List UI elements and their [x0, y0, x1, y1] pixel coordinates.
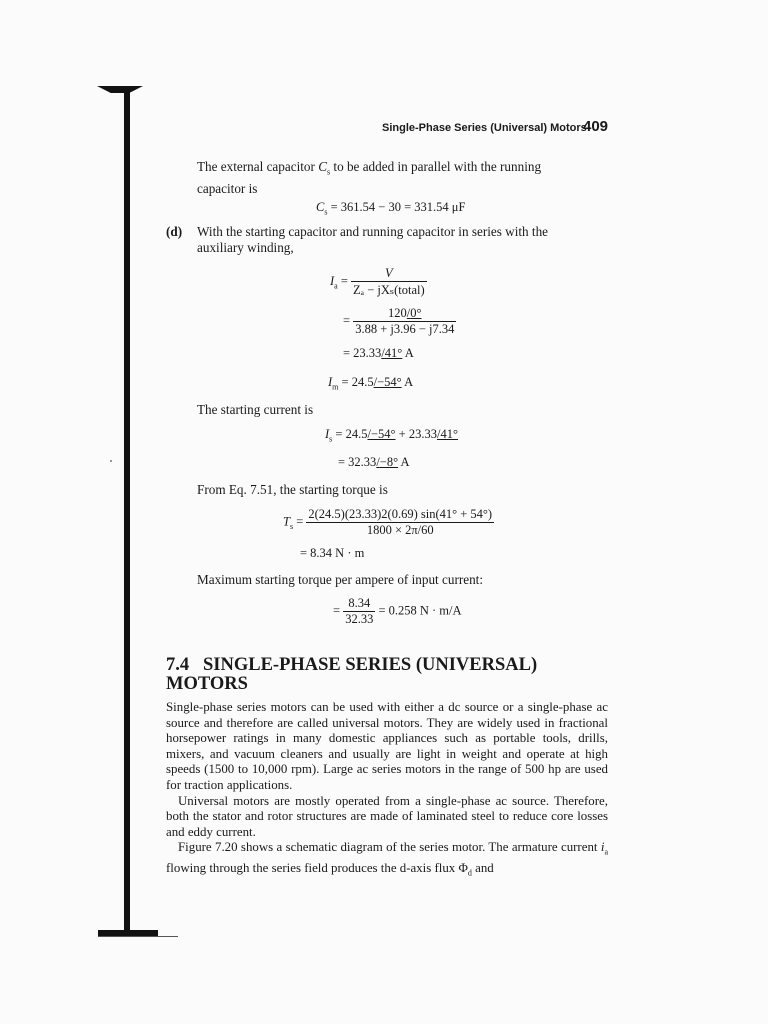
- page-number: 409: [583, 118, 609, 135]
- equation-ia-step2: = $\frac{120/ 0^\circ}{3.88 + j3.96 - j7.34}$: [343, 306, 456, 337]
- scan-speck: [110, 460, 112, 462]
- equation-max: = $\frac{8.34}{32.33}$ = 0.258 N · m/A: [333, 596, 462, 626]
- max-torque-text: Maximum starting torque per ampere of input current:: [197, 572, 484, 587]
- equation-ts-result: = 8.34 N · m: [300, 546, 365, 560]
- fraction: $\frac{V}{\text{Zₐ − jXₛ(total)}}$: [353, 266, 425, 297]
- starting-current-text: The starting current is: [197, 402, 314, 417]
- binding-edge-top: [97, 86, 143, 93]
- equation-ia: $I_a$ = $\frac{V}{\text{Zₐ − jXₛ(total)}}$: [330, 266, 425, 297]
- paragraph: Figure 7.20 shows a schematic diagram of the series motor. The armature current $i_a$ flowing through the series field produces the d-axis flux $\Phi_d$ and: [166, 840, 608, 878]
- section-heading: 7.4 SINGLE-PHASE SERIES (UNIVERSAL) MOTORS: [166, 655, 538, 694]
- fraction: $\frac{8.34}{32.33}$: [345, 596, 374, 626]
- binding-edge-rule: [98, 936, 178, 937]
- part-d-text: With the starting capacitor and running capacitor in series with the auxiliary winding,: [197, 224, 549, 255]
- part-label: (d): [166, 224, 183, 239]
- equation-ia-result: = 23.33/ 41° A: [343, 346, 414, 361]
- fraction: $\frac{2(24.5)(23.33)2(0.69) \sin(41^\circ + 54^\circ)}{1800 \times 2\pi/60}$: [308, 507, 493, 537]
- equation-ts: $T_s$ = $\frac{2(24.5)(23.33)2(0.69) \sin(41^\circ + 54^\circ)}{1800 \times 2\pi/60}$: [283, 507, 493, 537]
- equation-im: $I_m = 24.5/ -54^\circ$ A: [328, 375, 413, 392]
- paragraph: Universal motors are mostly operated from a single-phase ac source. Therefore, both the stator and rotor structures are made of laminated steel to reduce core losses and eddy current.: [166, 793, 608, 839]
- equation-is: $I_s = 24.5/ -54^\circ + 23.33/$ 41°: [325, 427, 458, 444]
- starting-torque-text: From Eq. 7.51, the starting torque is: [197, 482, 388, 497]
- running-title: Single-Phase Series (Universal) Motors: [382, 122, 587, 134]
- equation-is-result: = 32.33/ −8° A: [338, 455, 410, 470]
- paragraph: Single-phase series motors can be used with either a dc source or a single-phase ac source and therefore are called universal motors. They are widely used in fractional horsepower ratings in many domestic appliances such as portable tools, drills, mixers, and vacuum cleaners and usually are light in weight and operate at high speeds (1500 to 10,000 rpm). Large ac series motors in the range of 500 hp are used for traction applications.: [166, 700, 608, 792]
- capacitor-paragraph: The external capacitor $C_s$ to be added in parallel with the running capacitor is: [197, 159, 542, 196]
- binding-edge: [124, 92, 130, 934]
- body-text: [166, 700, 608, 881]
- equation-cs: $C_s = 361.54 - 30 = 331.54$ μF: [316, 200, 466, 217]
- fraction: $\frac{120/ 0^\circ}{3.88 + j3.96 - j7.34}$: [353, 306, 456, 337]
